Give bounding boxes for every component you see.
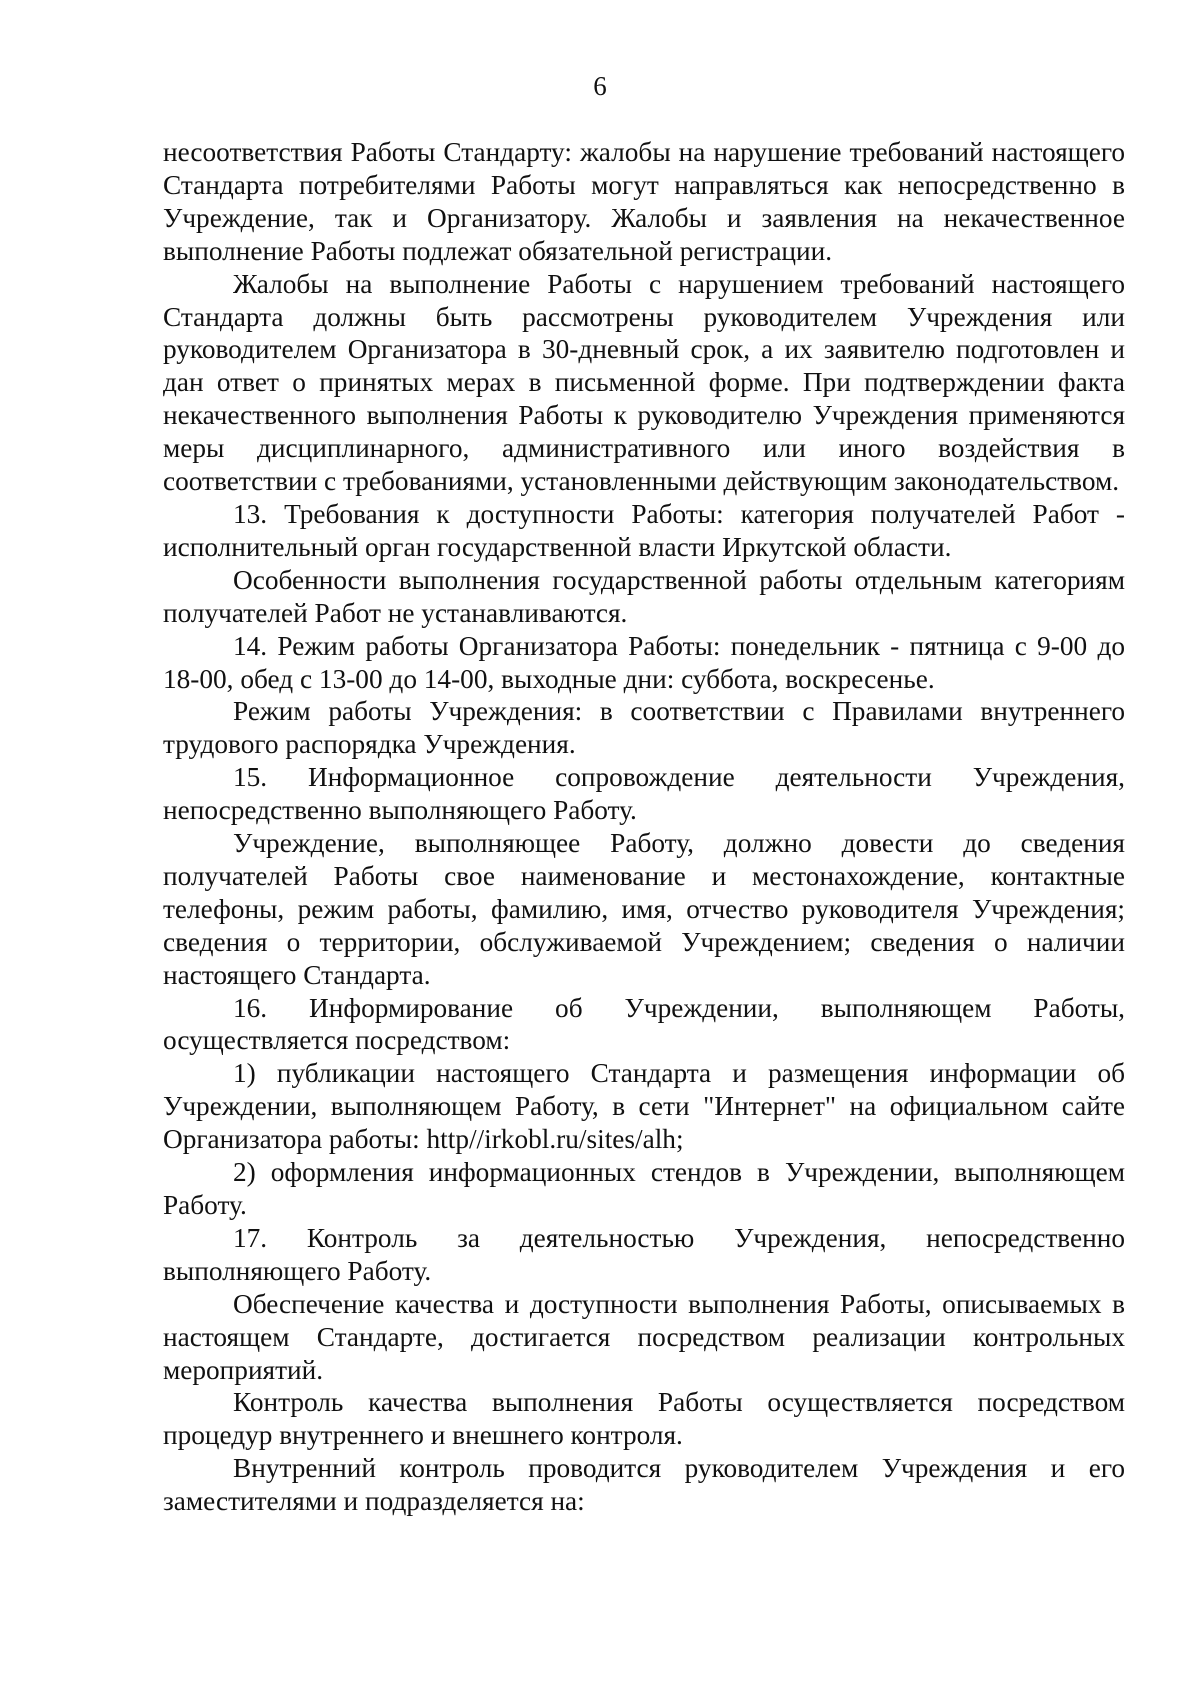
paragraph-internal-control: Внутренний контроль проводится руководителем Учреждения и его заместителями и подразделяется на: bbox=[163, 1453, 1125, 1517]
paragraph-institution-disclosure: Учреждение, выполняющее Работу, должно довести до сведения получателей Работы свое наименование и местонахождение, контактные телефоны, режим работы, фамилию, имя, отчество руководителя Учреждения; сведения о территории, обслуживаемой Учреждением; сведения о наличии настоящего Стандарта. bbox=[163, 828, 1125, 990]
paragraph-quality-control: Контроль качества выполнения Работы осуществляется посредством процедур внутреннего и внешнего контроля. bbox=[163, 1387, 1125, 1451]
paragraph-special-categories: Особенности выполнения государственной работы отдельным категориям получателей Работ не устанавливаются. bbox=[163, 564, 1125, 628]
paragraph-quality-assurance: Обеспечение качества и доступности выполнения Работы, описываемых в настоящем Стандарте, достигается посредством реализации контрольных мероприятий. bbox=[163, 1288, 1125, 1385]
paragraph-item-16-informing: 16. Информирование об Учреждении, выполняющем Работы, осуществляется посредством: bbox=[163, 992, 1125, 1056]
document-body bbox=[163, 136, 1125, 1518]
paragraph-item-13-accessibility: 13. Требования к доступности Работы: категория получателей Работ - исполнительный орган государственной власти Иркутской области. bbox=[163, 498, 1125, 562]
paragraph-item-14-schedule: 14. Режим работы Организатора Работы: понедельник - пятница с 9-00 до 18-00, обед с 13-00 до 14-00, выходные дни: суббота, воскресенье. bbox=[163, 630, 1125, 694]
paragraph-item-17-control: 17. Контроль за деятельностью Учреждения, непосредственно выполняющего Работу. bbox=[163, 1222, 1125, 1286]
paragraph-list-item-2-stands: 2) оформления информационных стендов в Учреждении, выполняющем Работу. bbox=[163, 1157, 1125, 1220]
paragraph-institution-schedule: Режим работы Учреждения: в соответствии с Правилами внутреннего трудового распорядка Учреждения. bbox=[163, 696, 1125, 760]
page-number: 6 bbox=[593, 71, 607, 101]
paragraph-complaints-review: Жалобы на выполнение Работы с нарушением требований настоящего Стандарта должны быть рассмотрены руководителем Учреждения или руководителем Организатора в 30-дневный срок, а их заявителю подготовлен и дан ответ о принятых мерах в письменной форме. При подтверждении факта некачественного выполнения Работы к руководителю Учреждения применяются меры дисциплинарного, административного или иного воздействия в соответствии с требованиями, установленными действующим законодательством. bbox=[163, 268, 1125, 497]
paragraph-list-item-1-publication: 1) публикации настоящего Стандарта и размещения информации об Учреждении, выполняющем Работу, в сети "Интернет" на официальном сайте Организатора работы: http//irkobl.ru/sites/alh; bbox=[163, 1058, 1125, 1155]
paragraph-item-15-information: 15. Информационное сопровождение деятельности Учреждения, непосредственно выполняющего Работу. bbox=[163, 762, 1125, 826]
paragraph-complaints-continuation: несоответствия Работы Стандарту: жалобы на нарушение требований настоящего Стандарта потребителями Работы могут направляться как непосредственно в Учреждение, так и Организатору. Жалобы и заявления на некачественное выполнение Работы подлежат обязательной регистрации. bbox=[163, 137, 1125, 266]
